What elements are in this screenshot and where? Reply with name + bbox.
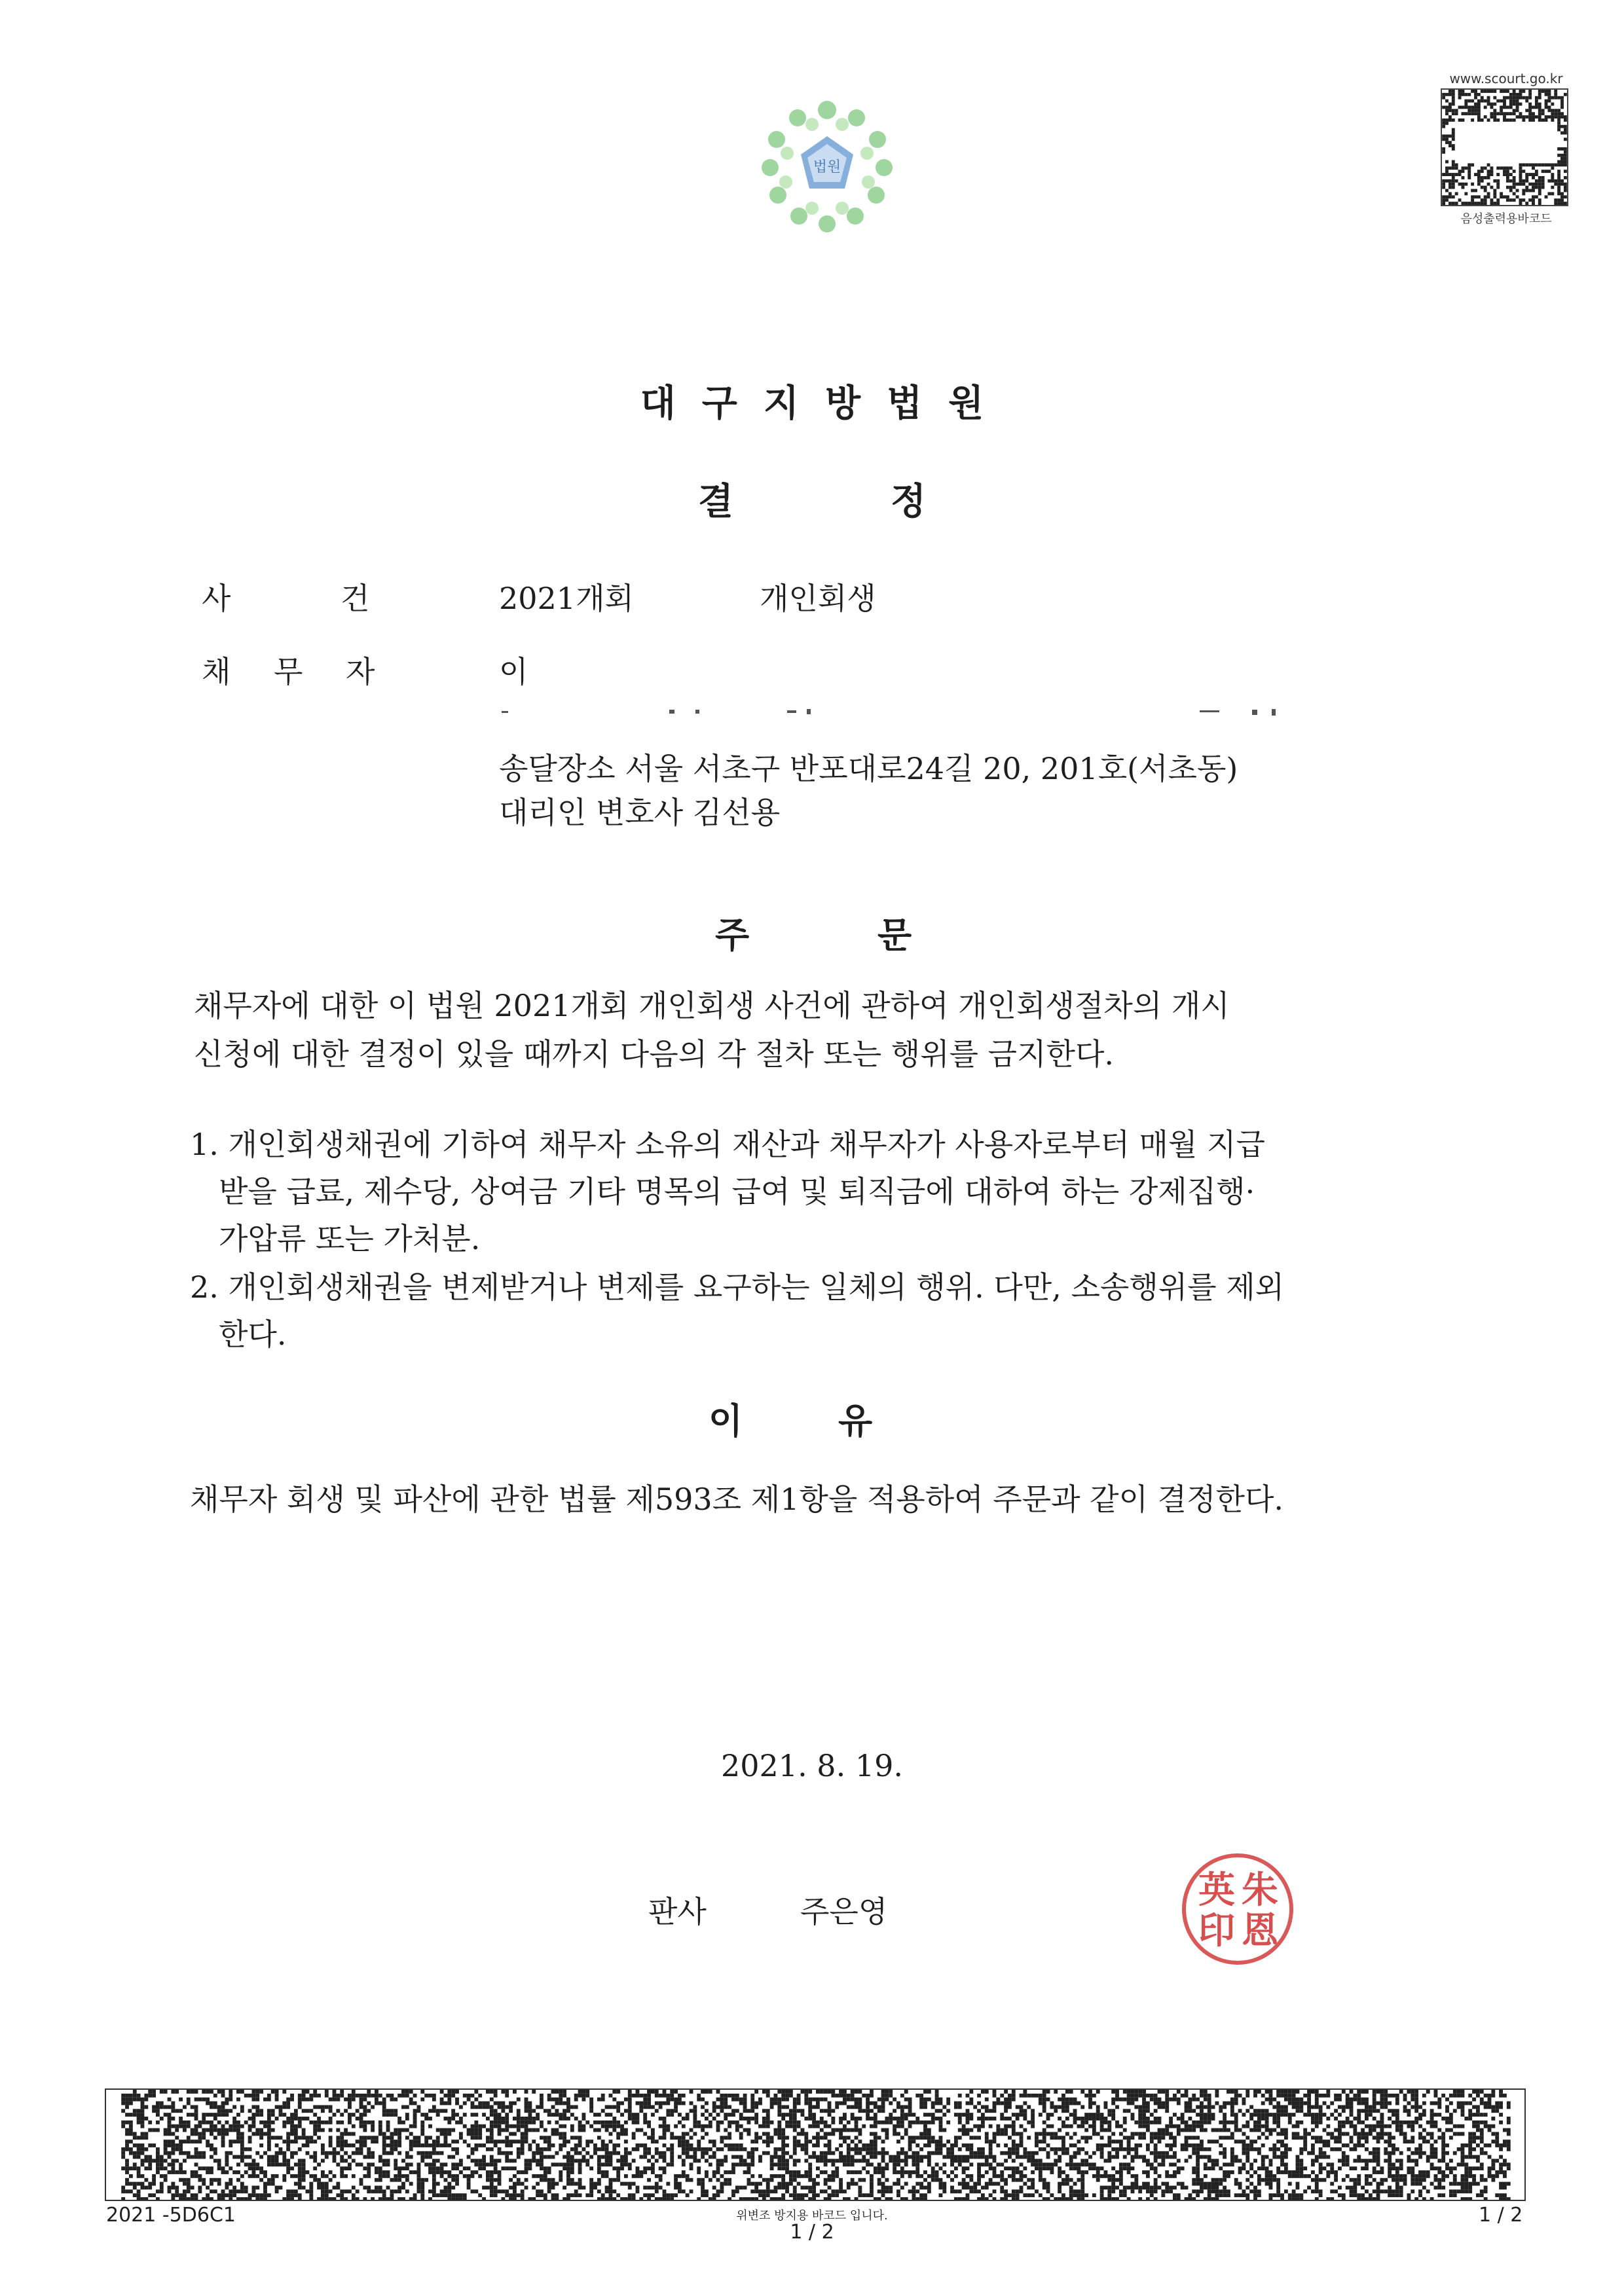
case-label-char-1: 사 [202,581,231,616]
order-item-2-line-2: 한다. [219,1317,287,1352]
document-title [0,473,1624,525]
anti-forgery-barcode [105,2088,1526,2201]
voice-output-barcode [1441,88,1568,206]
case-label-char-2: 건 [341,581,370,616]
debtor-label-char-2: 무 [274,654,303,689]
debtor-name: 이 [499,654,528,689]
svg-text:印: 印 [1198,1909,1235,1952]
svg-text:恩: 恩 [1242,1909,1278,1952]
document-code: 2021 -5D6C1 [106,2204,236,2227]
doc-title-char-2: 정 [891,481,927,523]
court-emblem-logo [752,90,902,241]
site-url: www.scourt.go.kr [1449,71,1563,86]
judge-label: 판사 [648,1894,707,1929]
page-number-right: 1 / 2 [1479,2204,1523,2227]
debtor-label-char-1: 채 [202,654,231,689]
order-item-1-line-3: 가압류 또는 가처분. [219,1221,481,1256]
barcode-note: 위변조 방지용 바코드 입니다. [736,2209,888,2223]
decision-date: 2021. 8. 19. [721,1748,903,1783]
debtor-label-char-3: 자 [346,654,375,689]
case-type: 개인회생 [760,581,876,616]
order-paragraph-line-1: 채무자에 대한 이 법원 2021개회 개인회생 사건에 관하여 개인회생절차의 개시 [194,988,1230,1023]
barcode-caption: 음성출력용바코드 [1460,212,1552,226]
delivery-address: 송달장소 서울 서초구 반포대로24길 20, 201호(서초동) [499,751,1238,786]
order-heading-char-2: 문 [877,915,912,956]
svg-text:법원: 법원 [813,159,841,175]
proxy-lawyer: 대리인 변호사 김선용 [499,795,781,830]
redacted-address-line [499,708,1344,718]
svg-text:朱: 朱 [1242,1868,1278,1912]
order-heading-char-1: 주 [715,915,750,956]
svg-text:英: 英 [1198,1868,1235,1912]
reason-heading-char-2: 유 [838,1400,873,1442]
order-paragraph-line-2: 신청에 대한 결정이 있을 때까지 다음의 각 절차 또는 행위를 금지한다. [194,1036,1115,1072]
doc-title-char-1: 결 [697,481,733,523]
order-item-1-line-1: 1. 개인회생채권에 기하여 채무자 소유의 재산과 채무자가 사용자로부터 매월 지급 [190,1127,1265,1162]
page-number-center: 1 / 2 [790,2221,834,2244]
reason-paragraph: 채무자 회생 및 파산에 관한 법률 제593조 제1항을 적용하여 주문과 같이 결정한다. [190,1482,1284,1517]
order-item-2-line-1: 2. 개인회생채권을 변제받거나 변제를 요구하는 일체의 행위. 다만, 소송행위를 제외 [190,1269,1285,1305]
court-name-title: 대구지방법원 [640,382,1010,425]
judge-seal-stamp [1179,1850,1297,1968]
case-number: 2021개회 [499,581,634,616]
reason-heading-char-1: 이 [709,1400,743,1442]
judge-name: 주은영 [800,1894,888,1929]
order-item-1-line-2: 받을 급료, 제수당, 상여금 기타 명목의 급여 및 퇴직금에 대하여 하는 강제집행· [219,1174,1255,1209]
